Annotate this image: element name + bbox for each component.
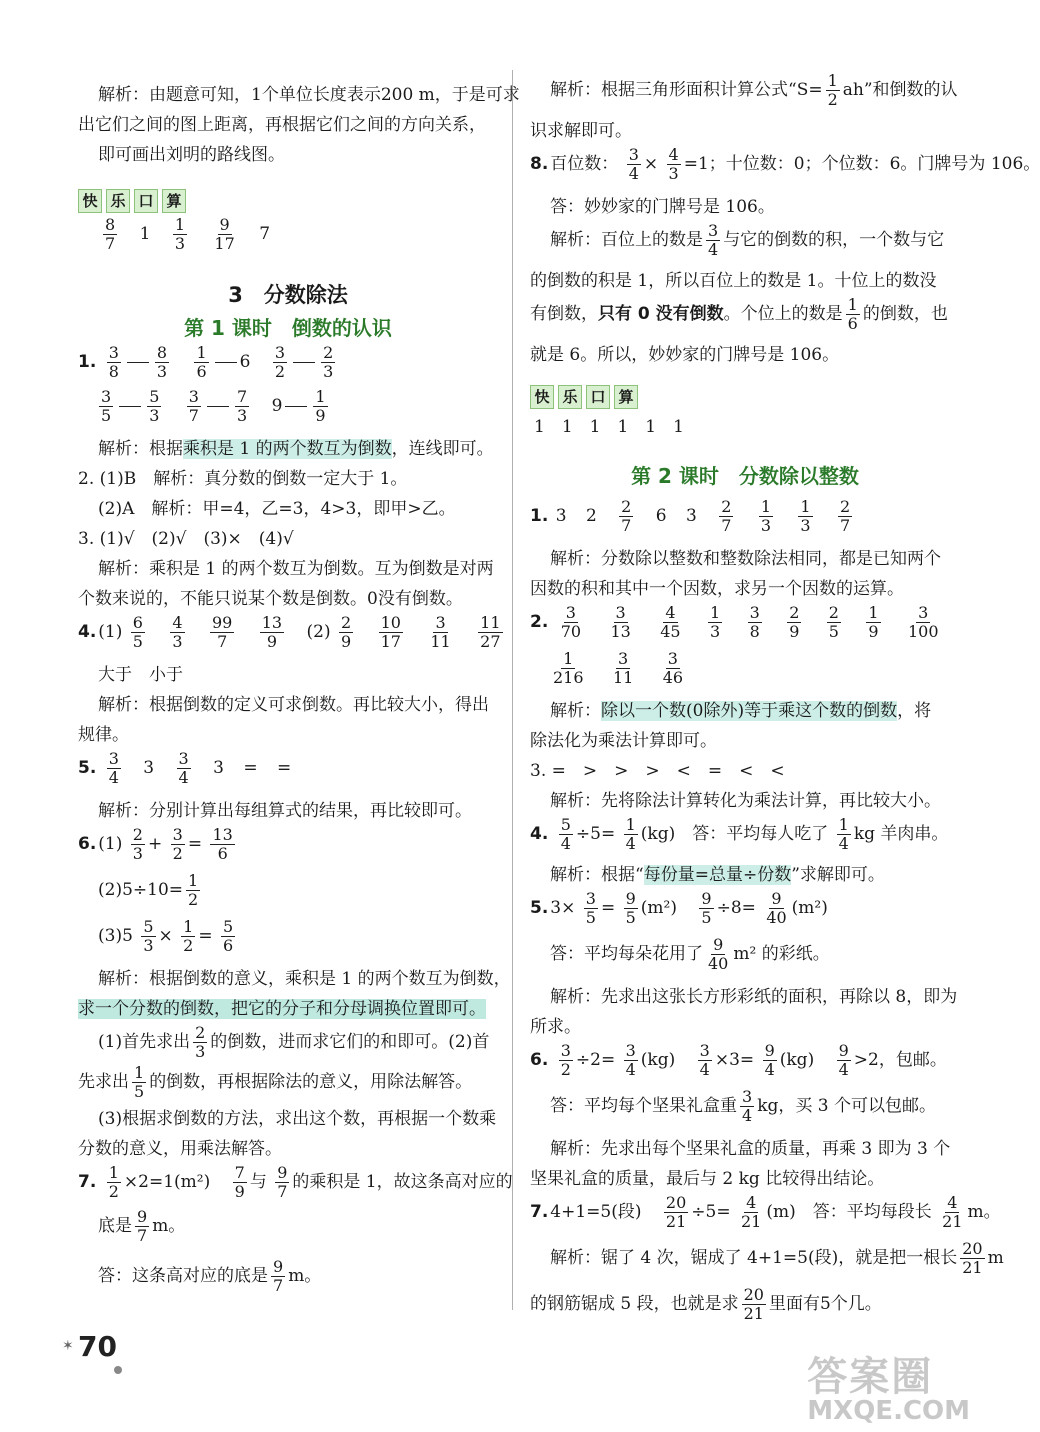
q4-words: 大于 小于: [98, 665, 183, 685]
r4-line: 4. $\frac{5}{4}$ ÷5= $\frac{1}{4}$ (kg) 答：平均每人吃了 $\frac{1}{4}$ kg 羊肉串。: [530, 815, 949, 853]
answer-value: 1: [139, 224, 151, 244]
dot-icon: [114, 1366, 122, 1374]
watermark-url: MXQE.COM: [807, 1396, 970, 1426]
section-title: 3 分数除法: [228, 283, 348, 307]
q6-1: 6. (1) $\frac{2}{3}$ + $\frac{3}{2}$ = $\frac{13}{6}$: [78, 825, 233, 863]
q3-analysis-2: 个数来说的，不能只说某个数是倒数。0没有倒数。: [78, 589, 463, 609]
q5-line: 5. $\frac{3}{4}$ 3 $\frac{3}{4}$ 3 = =: [78, 749, 292, 787]
question-number: 1.: [78, 352, 97, 372]
r1-analysis-1: 解析：分数除以整数和整数除法相同，都是已知两个: [550, 549, 941, 569]
q7-answer: 答：这条高对应的底是 $\frac{9}{7}$ m。: [98, 1257, 322, 1295]
kuaile-badge: [78, 186, 498, 216]
r0-analysis-2: 识求解即可。: [530, 121, 632, 141]
q8-answer: 答：妙妙家的门牌号是 106。: [550, 197, 775, 217]
kuaile-badge-right: [530, 382, 960, 412]
r4-analysis: 解析：根据“每份量=总量÷份数”求解即可。: [550, 865, 885, 885]
intro-analysis-line2: 出它们之间的图上距离，再根据它们之间的方向关系，: [78, 115, 486, 135]
kuaile-char: 口: [586, 385, 610, 409]
r5-line: 5. 3× $\frac{3}{5}$ = $\frac{9}{5}$ (m²) $\frac{9}{5}$ ÷8= $\frac{9}{40}$ (m²): [530, 889, 828, 927]
intro-analysis-line3: 即可画出刘明的路线图。: [98, 145, 285, 165]
left-column: [78, 70, 520, 1308]
kuaile-char: 快: [530, 385, 554, 409]
q7-line2: 底是 $\frac{9}{7}$ m。: [98, 1207, 186, 1245]
r1-line: 1. 3 2 $\frac{2}{7}$ 6 3 $\frac{2}{7}$ $\frac{1}{3}$ $\frac{1}{3}$ $\frac{2}{7}$: [530, 497, 851, 535]
star-icon: ✶: [62, 1338, 74, 1354]
fraction: $\frac{9}{17}$: [214, 215, 235, 253]
q6-analysis-1: 解析：根据倒数的意义，乘积是 1 的两个数互为倒数，: [98, 969, 511, 989]
kuaile-answers-right: 1 1 1 1 1 1: [534, 417, 684, 437]
watermark: [807, 1345, 970, 1426]
r2-analysis-1: 解析：除以一个数(0除外)等于乘这个数的倒数，将: [550, 701, 932, 721]
right-column: [530, 70, 1040, 1332]
r7-line: 7. 4+1=5(段) $\frac{20}{21}$ ÷5= $\frac{4}{21}$ (m) 答：平均每段长 $\frac{4}{21}$ m。: [530, 1193, 1001, 1231]
q6-2: (2)5÷10= $\frac{1}{2}$: [98, 871, 199, 909]
q6-analysis-5: (3)根据求倒数的方法，求出这个数，再根据一个数乘: [98, 1109, 497, 1129]
kuaile-char: 算: [614, 385, 638, 409]
q3-analysis-1: 解析：乘积是 1 的两个数互为倒数。互为倒数是对两: [98, 559, 494, 579]
column-divider: [512, 70, 513, 1310]
r1-analysis-2: 因数的积和其中一个因数，求另一个因数的运算。: [530, 579, 904, 599]
q6-analysis-6: 分数的意义，用乘法解答。: [78, 1139, 282, 1159]
r3-analysis: 解析：先将除法计算转化为乘法计算，再比较大小。: [550, 791, 941, 811]
kuaile-char: 算: [162, 189, 186, 213]
page-number: 70: [78, 1330, 117, 1363]
q8-analysis-3: 有倒数，只有 0 没有倒数。个位上的数是 $\frac{1}{6}$ 的倒数，也: [530, 295, 948, 333]
q8-analysis-1: 解析：百位上的数是 $\frac{3}{4}$ 与它的倒数的积，一个数与它: [550, 221, 945, 259]
r5-analysis-2: 所求。: [530, 1017, 581, 1037]
r6-analysis-1: 解析：先求出每个坚果礼盒的质量，再乘 3 即为 3 个: [550, 1139, 951, 1159]
lesson-title: 第 1 课时 倒数的认识: [184, 316, 392, 340]
intro-analysis-line1-visible: 解析：由题意可知，1个单位长度表示200 m，于是可求: [98, 85, 520, 105]
q4-analysis-1: 解析：根据倒数的定义可求倒数。再比较大小，得出: [98, 695, 489, 715]
q5-analysis: 解析：分别计算出每组算式的结果，再比较即可。: [98, 801, 472, 821]
q1-row1: 1. $\frac{3}{8}$ $\frac{8}{3}$ $\frac{1}{6}$ 6 $\frac{3}{2}$ $\frac{2}{3}$: [78, 343, 334, 381]
q8-analysis-2: 的倒数的积是 1，所以百位上的数是 1。十位上的数没: [530, 271, 937, 291]
fraction: $\frac{8}{7}$: [105, 215, 116, 253]
kuaile-char: 口: [134, 189, 158, 213]
q6-analysis-4: 先求出 $\frac{1}{5}$ 的倒数，再根据除法的意义，用除法解答。: [78, 1063, 473, 1101]
q8-analysis-4: 就是 6。所以，妙妙家的门牌号是 106。: [530, 345, 840, 365]
r2-row1: 2. $\frac{3}{70}$ $\frac{3}{13}$ $\frac{4}{45}$ $\frac{1}{3}$ $\frac{3}{8}$ $\frac{2}{9}$ $\frac{2}{5}$ $\frac{1}{9}$ $\frac{3}{100}$: [530, 603, 939, 641]
r7-analysis-1: 解析：锯了 4 次，锯成了 4+1=5(段)，就是把一根长 $\frac{20}{21}$ m: [550, 1239, 1004, 1277]
r2-row2: $\frac{1}{216}$ $\frac{3}{11}$ $\frac{3}{46}$: [553, 649, 684, 687]
q7-line1: 7. $\frac{1}{2}$ ×2=1(m²) $\frac{7}{9}$ 与 $\frac{9}{7}$ 的乘积是 1，故这条高对应的: [78, 1163, 513, 1201]
r6-answer: 答：平均每个坚果礼盒重 $\frac{3}{4}$ kg，买 3 个可以包邮。: [550, 1087, 936, 1125]
q1-analysis: 解析：根据乘积是 1 的两个数互为倒数，连线即可。: [98, 439, 494, 459]
kuaile-char: 乐: [558, 385, 582, 409]
fraction: $\frac{1}{3}$: [174, 215, 186, 253]
r5-analysis-1: 解析：先求出这张长方形彩纸的面积，再除以 8，即为: [550, 987, 958, 1007]
kuaile-answers: [78, 216, 498, 262]
q2-line1: 2. (1)B 解析：真分数的倒数一定大于 1。: [78, 469, 408, 489]
q6-analysis-2: 求一个分数的倒数，把它的分子和分母调换位置即可。: [78, 999, 486, 1019]
q2-line2: (2)A 解析：甲=4，乙=3，4>3，即甲>乙。: [98, 499, 456, 519]
r6-analysis-2: 坚果礼盒的质量，最后与 2 kg 比较得出结论。: [530, 1169, 885, 1189]
r0-analysis: 解析：根据三角形面积计算公式“S= $\frac{1}{2}$ ah”和倒数的认: [550, 71, 958, 109]
r2-analysis-2: 除法化为乘法计算即可。: [530, 731, 717, 751]
q8-line: 8. 百位数： $\frac{3}{4}$ × $\frac{4}{3}$ =1；十位数：0；个位数：6。门牌号为 106。: [530, 145, 1040, 183]
kuaile-char: 乐: [106, 189, 130, 213]
watermark-logo: 答案圈: [807, 1354, 934, 1400]
kuaile-char: 快: [78, 189, 102, 213]
intro-analysis: [78, 80, 520, 110]
q6-analysis-3: (1)首先求出 $\frac{2}{3}$ 的倒数，进而求它们的和即可。(2)首: [98, 1023, 490, 1061]
r5-answer: 答：平均每朵花用了 $\frac{9}{40}$ m² 的彩纸。: [550, 935, 830, 973]
q4-fractions: 4. (1) $\frac{6}{5}$ $\frac{4}{3}$ $\frac{99}{7}$ $\frac{13}{9}$ (2) $\frac{2}{9}$ $\frac{10}{17}$ $\frac{3}{11}$ $\frac{11}{27}$: [78, 613, 501, 651]
r3-line: 3. = > > > < = < <: [530, 761, 785, 781]
q6-3: (3)5 $\frac{5}{3}$ × $\frac{1}{2}$ = $\frac{5}{6}$: [98, 917, 234, 955]
answer-value: 7: [259, 224, 271, 244]
q4-analysis-2: 规律。: [78, 725, 129, 745]
r7-analysis-2: 的钢筋锯成 5 段，也就是求 $\frac{20}{21}$ 里面有5个几。: [530, 1285, 882, 1323]
q3-line: 3. (1)√ (2)√ (3)× (4)√: [78, 529, 294, 549]
r6-line: 6. $\frac{3}{2}$ ÷2= $\frac{3}{4}$ (kg) $\frac{3}{4}$ ×3= $\frac{9}{4}$ (kg) $\frac{9}{4}$ >2，包邮。: [530, 1041, 947, 1079]
q1-row2: $\frac{3}{5}$ $\frac{5}{3}$ $\frac{3}{7}$ $\frac{7}{3}$ 9 $\frac{1}{9}$: [101, 387, 326, 425]
lesson2-title: 第 2 课时 分数除以整数: [631, 464, 859, 488]
